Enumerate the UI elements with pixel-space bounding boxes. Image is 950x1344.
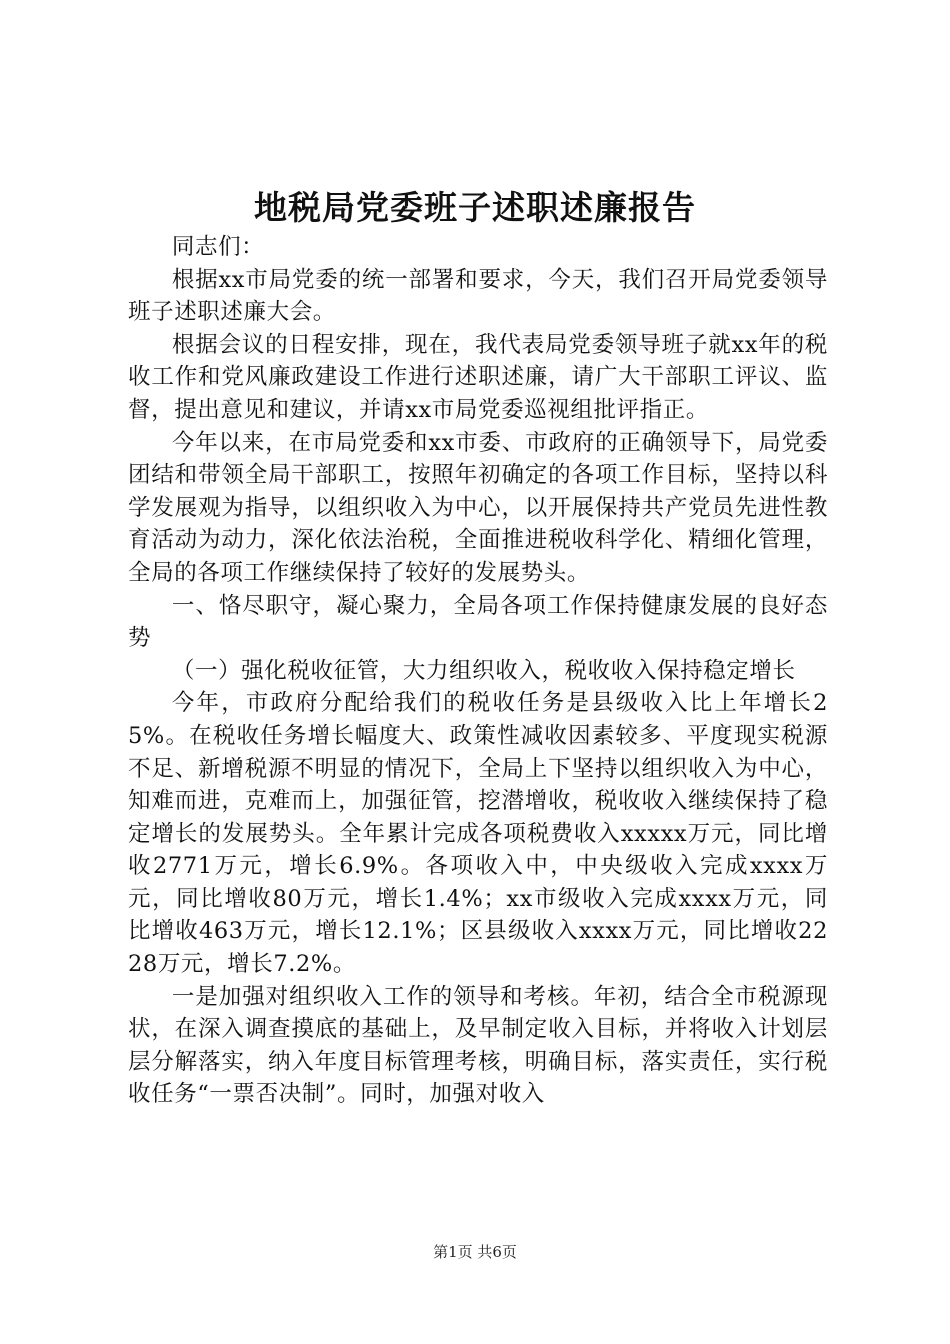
document-body (128, 231, 828, 1111)
salutation-paragraph: 同志们： (171, 234, 265, 260)
document-title: 地税局党委班子述职述廉报告 (254, 188, 696, 227)
section-heading: 一、恪尽职守，凝心聚力，全局各项工作保持健康发展的良好态势 (128, 592, 828, 652)
subsection-heading: （一）强化税收征管，大力组织收入，税收收入保持稳定增长 (171, 657, 796, 684)
body-paragraph: 根据会议的日程安排，现在，我代表局党委领导班子就xx年的税收工作和党风廉政建设工作进行述职述廉，请广大干部职工评议、监督，提出意见和建议，并请xx市局党委巡视组批评指正。 (128, 331, 828, 423)
body-paragraph: 一是加强对组织收入工作的领导和考核。年初，结合全市税源现状，在深入调查摸底的基础上，及早制定收入目标，并将收入计划层层分解落实，纳入年度目标管理考核，明确目标，落实责任，实行税收任务“一票否决制”。同时，加强对收入 (128, 983, 828, 1108)
page-footer: 第1页 共6页 (433, 1243, 517, 1261)
body-paragraph: 今年，市政府分配给我们的税收任务是县级收入比上年增长25%。在税收任务增长幅度大、政策性减收因素较多、平度现实税源不足、新增税源不明显的情况下，全局上下坚持以组织收入为中心，知难而进，克难而上，加强征管，挖潜增收，税收收入继续保持了稳定增长的发展势头。全年累计完成各项税费收入xxxxx万元，同比增收2771万元，增长6.9%。各项收入中，中央级收入完成xxxx万元，同比增收80万元，增长1.4%；xx市级收入完成xxxx万元，同比增收463万元，增长12.1%；区县级收入xxxx万元，同比增收2228万元，增长7.2%。 (128, 690, 828, 978)
body-paragraph: 今年以来，在市局党委和xx市委、市政府的正确领导下，局党委团结和带领全局干部职工，按照年初确定的各项工作目标，坚持以科学发展观为指导，以组织收入为中心，以开展保持共产党员先进性教育活动为动力，深化依法治税，全面推进税收科学化、精细化管理，全局的各项工作继续保持了较好的发展势头。 (128, 429, 828, 586)
body-paragraph: 根据xx市局党委的统一部署和要求，今天，我们召开局党委领导班子述职述廉大会。 (128, 266, 828, 326)
